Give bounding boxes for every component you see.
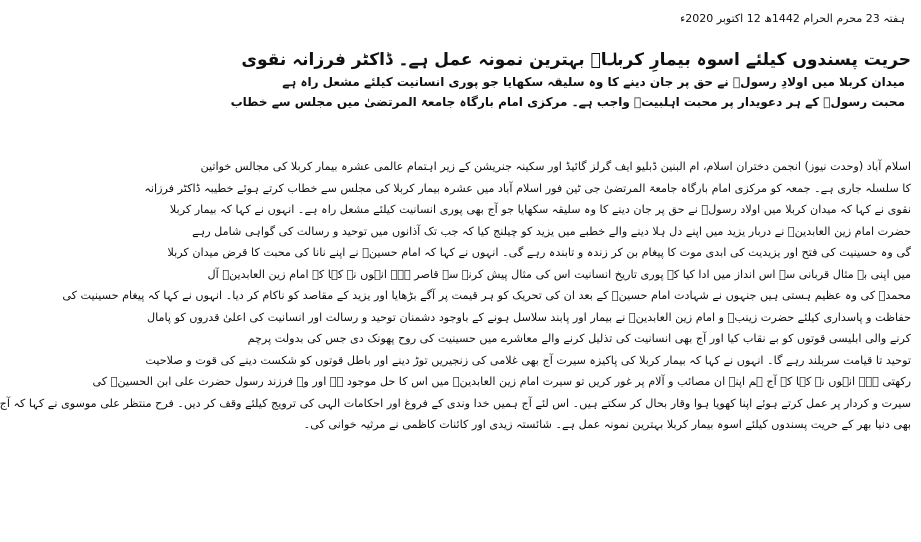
headline: حریت پسندوں کیلئے اسوہ بیمارِ کربلاؑ بہترین نمونہ عمل ہے۔ ڈاکٹر فرزانہ نقوی [241, 50, 911, 70]
body-line: اسلام آباد (وحدت نیوز) انجمن دختران اسلام، ام البنین ڈبلیو ایف گرلز گائیڈ اور سکینہ جنریشن کے زیر اہتمام عالمی عشرہ بیمار کربلا کی مجالس خواتین [200, 160, 911, 173]
body-line: محمدؐ کی وہ عظیم ہستی ہیں جنہوں نے شہادت امام حسینؑ کے بعد ان کی تحریک کو ہر قیمت پر آگے بڑھایا اور یزید کے مقاصد کو ناکام کر دیا۔ انہوں نے کہا کہ پیغام حسینیت کی [62, 289, 911, 302]
body-line: گی وہ حسینیت کی فتح اور یزیدیت کی ابدی موت کا پیغام بن کر زندہ و تابندہ رہے گی۔ انہوں نے کہا کہ امام حسینؑ نے اپنے نانا کی محبت کا قرض میدان کربلا [167, 246, 911, 259]
body-line: حضرت امام زین العابدینؑ نے دربار یزید میں اپنے دل ہلا دینے والے خطبے میں یزید کو چیلنج کیا کہ جب تک آذانوں میں توحید و رسالت کی گواہی شامل رہے [192, 224, 911, 238]
dateline: ہفتہ 23 محرم الحرام 1442ھ 12 اکتوبر 2020ء [680, 12, 905, 25]
body-line: کا سلسلہ جاری ہے۔ جمعہ کو مرکزی امام بارگاہ جامعۃ المرتضیٰ جی ٹین فور اسلام آباد میں عشرہ بیمار کربلا کی مجلس سے خطاب کرتے ہوئے خطیبہ ڈاکٹر فرزانہ [144, 181, 911, 195]
body-line: حفاظت و پاسداری کیلئے حضرت زینبؑ و امام زین العابدینؑ نے بیمار اور پابند سلاسل ہونے کے باوجود دشمنان توحید و رسالت اور انسانیت کی اعلیٰ قدروں کو پامال [146, 310, 911, 324]
article-body [0, 156, 911, 436]
body-line: رکھتی ہے۔ انہوں نے کہا کہ آج ہم اپنے ان مصائب و آلام پر غور کریں تو سیرت امام زین العابدینؑ میں اس کا حل موجود ہے اور وہ فرزند رسول حضرت علی ابن الحسینؑ کی [92, 375, 911, 388]
body-line: سیرت و کردار پر عمل کرتے ہوئے اپنا کھویا ہوا وقار بحال کر سکتے ہیں۔ اس لئے آج ہمیں خدا وندی کے فروغ اور احکامات الہی کی ترویج کیلئے وقف کر دیں۔ فرح منتظر علی موسوی نے کہا کہ آج [0, 396, 911, 410]
body-line: میں اپنی بے مثال قربانی سے اس انداز میں ادا کیا کہ پوری تاریخ انسانیت اس کی مثال پیش کرنے سے قاصر ہے۔ انہوں نے کہا کہ امام زین العابدینؑ آل [207, 267, 911, 281]
subheadline [230, 72, 905, 112]
subhead-line: میدان کربلا میں اولادِ رسولؐ نے حق پر جان دینے کا وہ سلیقہ سکھایا جو پوری انسانیت کیلئے مشعل راہ ہے [282, 75, 905, 89]
body-line: توحید تا قیامت سربلند رہے گا۔ انہوں نے کہا کہ بیمار کربلا کی پاکیزہ سیرت آج بھی غلامی کی زنجیریں توڑ دینے اور باطل قوتوں کو شکست دینے کی قوت و صلاحیت [145, 353, 911, 367]
body-line: کرنے والی ابلیسی قوتوں کو بے نقاب کیا اور آج بھی انسانیت کی تذلیل کرنے والے معاشرے میں حسینیت کی روح پھونک دی جس کی بدولت پرچم [247, 332, 911, 345]
body-line: بھی دنیا بھر کے حریت پسندوں کیلئے اسوہ بیمار کربلا بہترین نمونہ عمل ہے۔ شائستہ زیدی اور کائنات کاظمی نے مرثیہ خوانی کی۔ [303, 418, 911, 431]
subhead-line: محبت رسولؐ کے ہر دعویدار پر محبت اہلبیتؑ واجب ہے۔ مرکزی امام بارگاہ جامعۃ المرتضیٰ میں مجلس سے خطاب [230, 95, 905, 109]
body-line: نقوی نے کہا کہ میدان کربلا میں اولاد رسولؐ نے حق پر جان دینے کا وہ سلیقہ سکھایا جو آج بھی پوری انسانیت کیلئے مشعل راہ ہے۔ انہوں نے کہا کہ بیمار کربلا [169, 203, 911, 216]
